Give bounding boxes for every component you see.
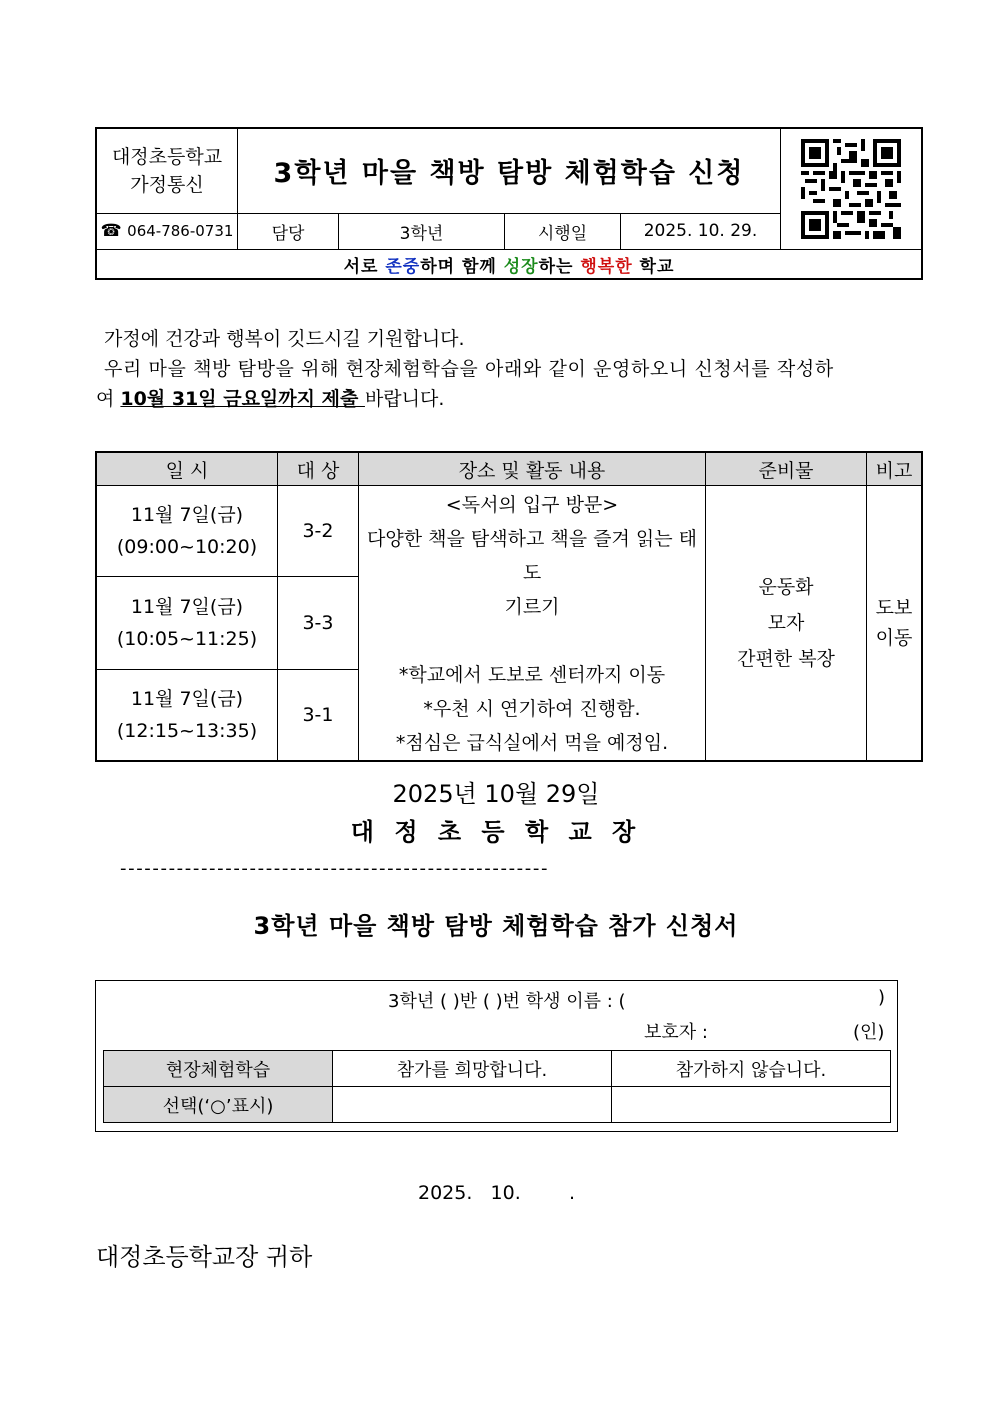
supply-item: 운동화 [758,576,814,598]
intro-body: 우리 마을 책방 탐방을 위해 현장체험학습을 아래와 같이 운영하오니 신청서를 작성하 [104,358,834,380]
remark-text: 도보 [875,597,913,619]
table-row [96,486,922,577]
form-title: 3학년 마을 책방 탐방 체험학습 참가 신청서 [253,912,739,940]
phone-number: 064-786-0731 [127,222,234,241]
col-header-supplies: 준비물 [706,452,867,486]
school-motto [96,250,922,279]
page-title: 3학년 마을 책방 탐방 체험학습 신청 [273,158,745,190]
activity-note: *우천 시 연기하여 진행함. [423,698,641,720]
row-target: 3-1 [278,670,359,761]
row-time: (10:05~11:25) [116,628,258,651]
manager-value: 3학년 [339,213,505,249]
motto-respect: 존중 [385,256,421,277]
intro-text: 여 [96,388,121,410]
row-datetime [96,486,278,577]
col-header-remark: 비고 [867,452,923,486]
motto-happy: 행복한 [580,256,633,277]
table-row [104,1087,891,1123]
col-header-activity: 장소 및 활동 내용 [359,452,706,486]
issue-date: 2025년 10월 29일 [392,780,600,808]
col-header-not-attend: 참가하지 않습니다. [612,1051,891,1087]
student-info-close: ) [878,987,886,1008]
principal-name: 대 정 초 등 학 교 장 [350,818,642,846]
form-date: 2025. 10. . [418,1182,576,1204]
col-header-attend: 참가를 희망합니다. [333,1051,612,1087]
qr-cell [781,128,923,250]
table-row [104,1051,891,1087]
col-header-target: 대 상 [278,452,359,486]
row-datetime [96,670,278,761]
qr-code-icon [801,139,901,239]
motto-text: 하며 함께 [420,256,504,277]
activity-cell [359,486,706,762]
schedule-header-row [96,452,922,486]
cut-line: ----------------------------------------------------- [120,858,550,879]
activity-note: *학교에서 도보로 센터까지 이동 [398,664,666,686]
title-cell [238,128,781,213]
row-time: (09:00~10:20) [116,536,258,559]
date-label: 시행일 [505,213,621,249]
motto-text: 서로 [343,256,386,277]
date-value: 2025. 10. 29. [621,213,781,249]
schedule-table [95,451,923,762]
activity-note: *점심은 급식실에서 먹을 예정임. [395,732,669,754]
row-datetime [96,577,278,670]
row-date: 11월 7일(금) [130,596,244,619]
col-header-datetime: 일 시 [96,452,278,486]
row-target: 3-3 [278,577,359,670]
row-time: (12:15~13:35) [116,720,258,743]
row-date: 11월 7일(금) [130,688,244,711]
phone-icon: ☎ [100,221,122,242]
supply-item: 간편한 복장 [737,648,835,670]
manager-label: 담당 [238,213,339,249]
motto-text: 학교 [632,256,675,277]
header-table [95,127,923,280]
select-label: 선택(‘○’표시) [104,1087,333,1123]
col-header-fieldtrip: 현장체험학습 [104,1051,333,1087]
row-date: 11월 7일(금) [130,504,244,527]
school-name-cell [96,128,238,213]
motto-text: 하는 [538,256,581,277]
activity-desc: 기르기 [504,596,560,618]
phone-cell [96,213,238,249]
school-name: 대정초등학교 [111,145,223,168]
intro-greeting: 가정에 건강과 행복이 깃드시길 기원합니다. [104,328,465,350]
remark-text: 이동 [875,627,913,649]
addressee: 대정초등학교장 귀하 [96,1243,313,1271]
row-target: 3-2 [278,486,359,577]
not-attend-checkbox-cell[interactable] [612,1087,891,1123]
participation-table [103,1050,891,1123]
supply-item: 모자 [767,612,805,634]
intro-text: 바랍니다. [364,388,445,410]
activity-desc: 다양한 책을 탐색하고 책을 즐겨 읽는 태도 [367,528,697,584]
remark-cell [867,486,923,762]
student-info-line: 3학년 ( )반 ( )번 학생 이름 : ( [388,991,626,1012]
intro-paragraph [96,324,906,414]
newsletter-label: 가정통신 [130,173,204,196]
deadline-text: 10월 31일 금요일까지 제출 [120,388,365,410]
supplies-cell [706,486,867,762]
activity-title: <독서의 입구 방문> [445,494,619,516]
attend-checkbox-cell[interactable] [333,1087,612,1123]
motto-growth: 성장 [503,256,539,277]
intro-deadline [96,384,906,414]
seal-label: (인) [853,1022,885,1043]
guardian-label: 보호자 : [644,1022,708,1043]
